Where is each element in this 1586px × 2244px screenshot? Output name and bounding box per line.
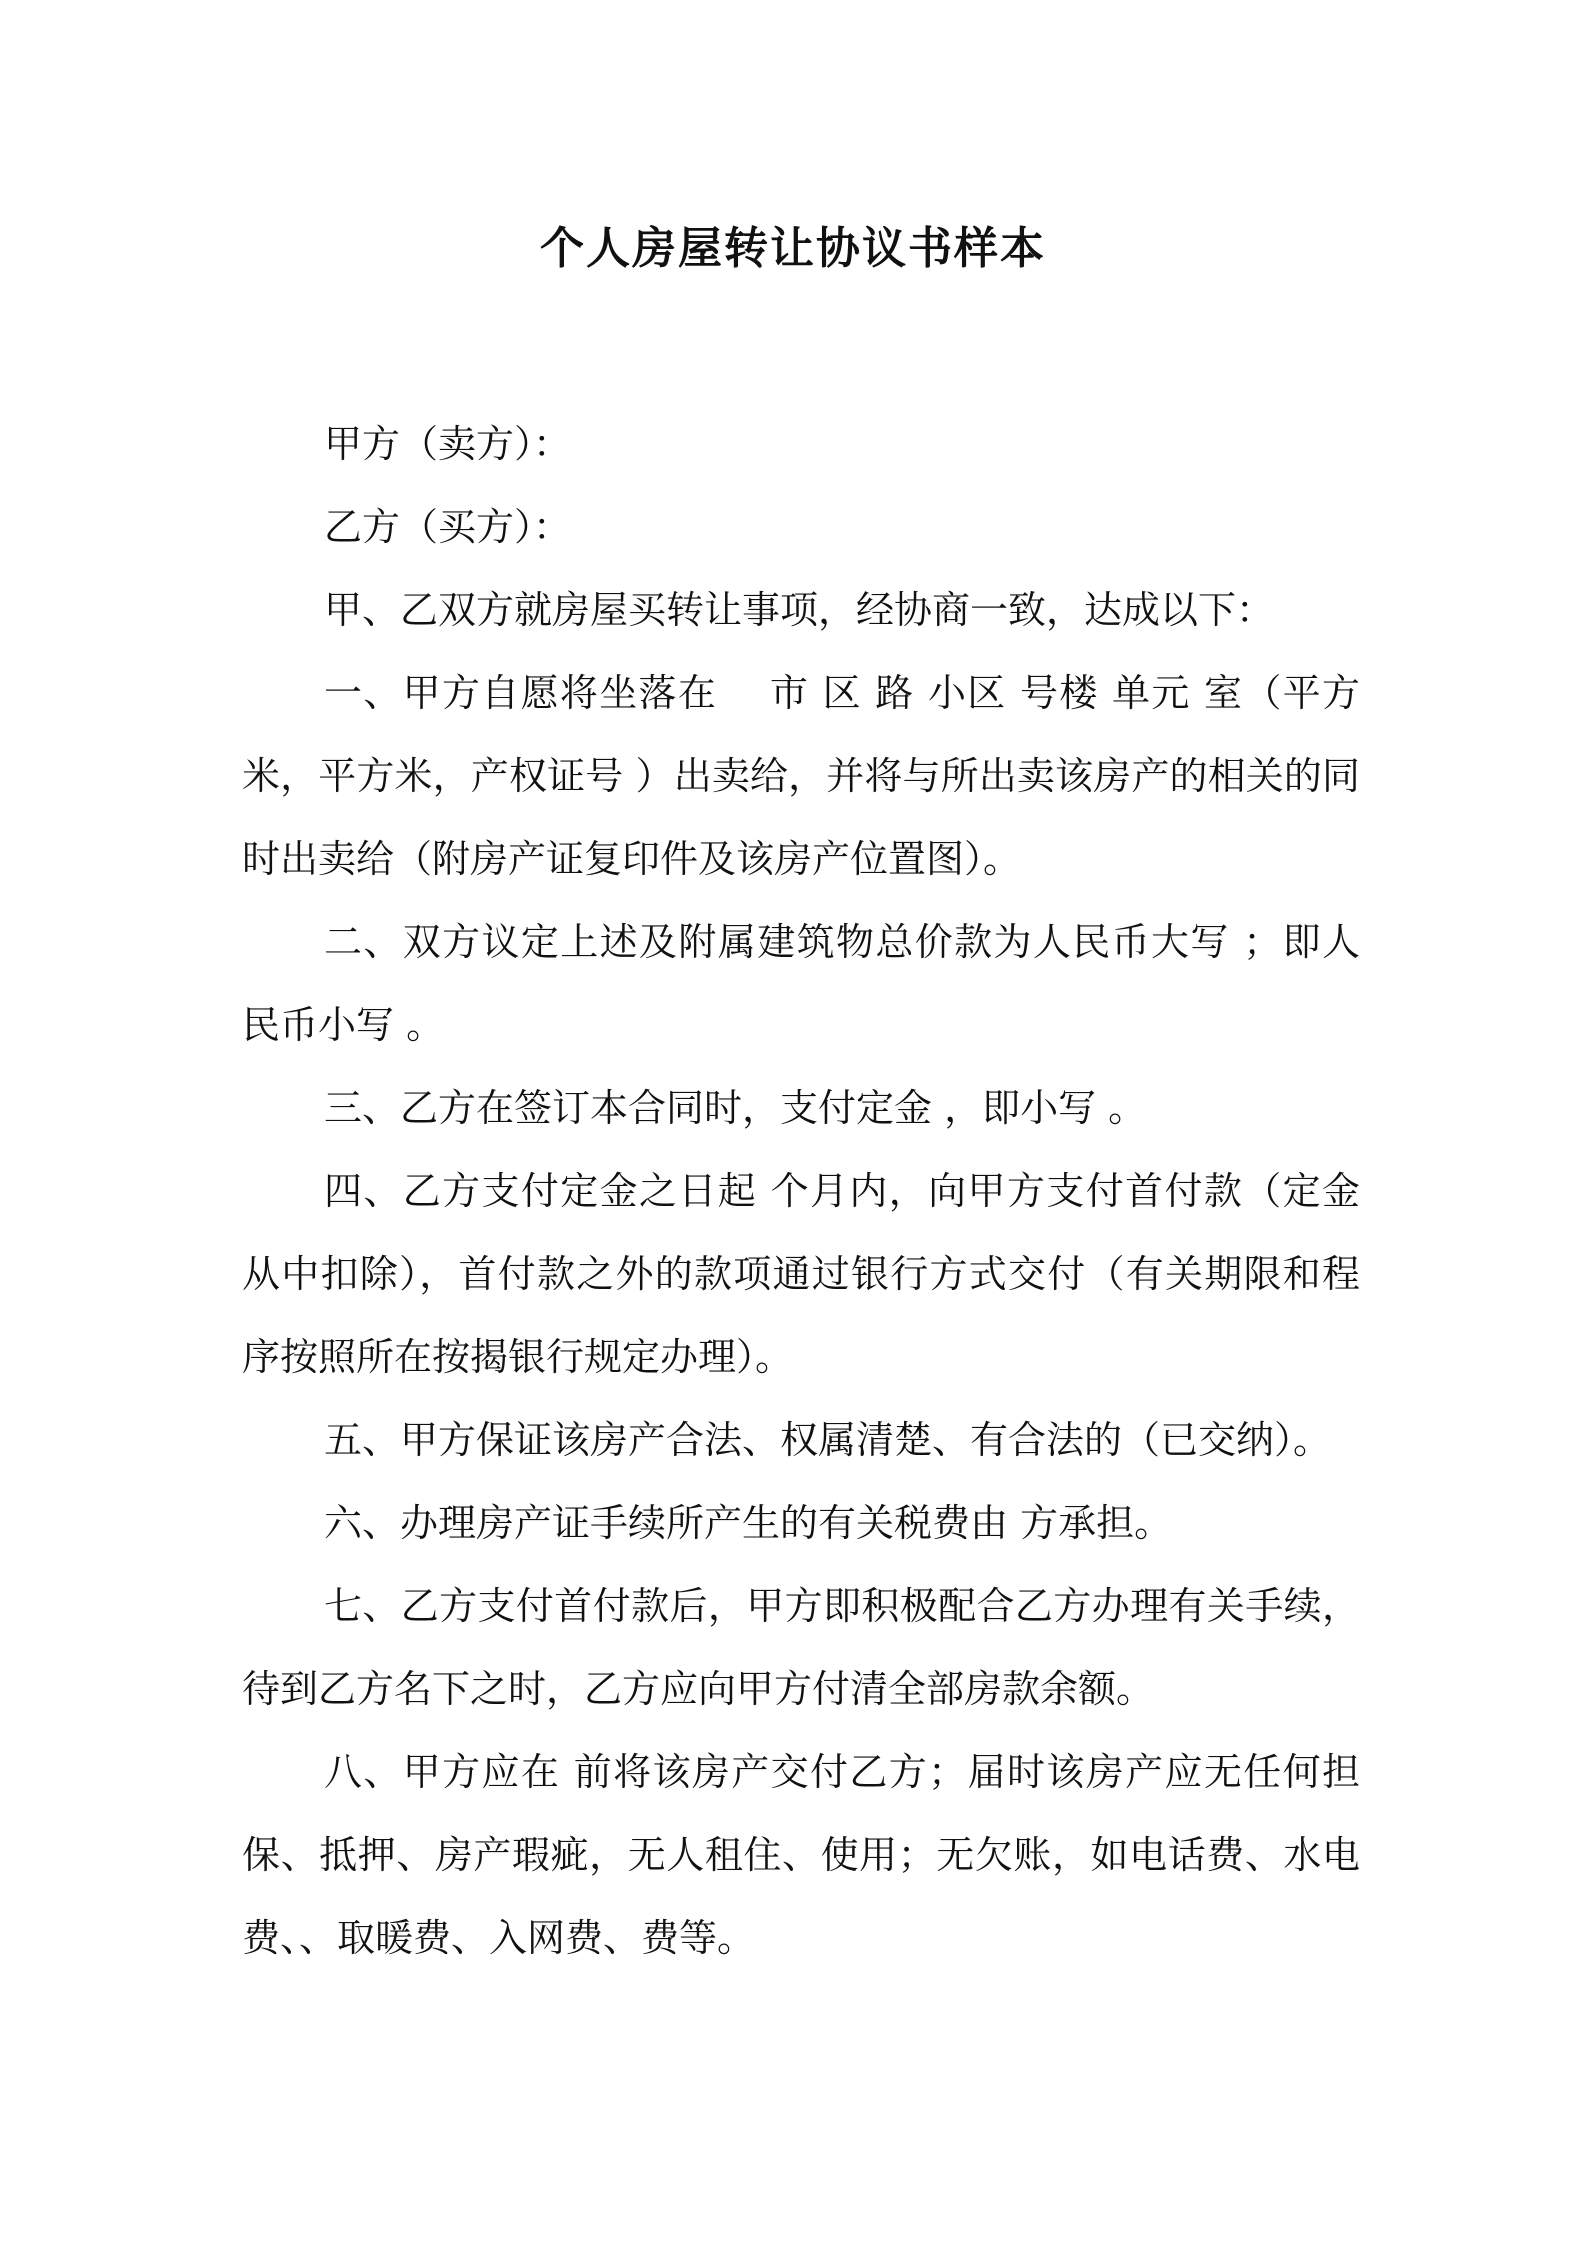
clause-7: 七、乙方支付首付款后，甲方即积极配合乙方办理有关手续，待到乙方名下之时，乙方应向甲方付清全部房款余额。: [242, 1584, 1360, 1711]
clause-5: 五、甲方保证该房产合法、权属清楚、有合法的（已交纳）。: [324, 1418, 1332, 1462]
clause-4: 四、乙方支付定金之日起 个月内，向甲方支付首付款（定金从中扣除），首付款之外的款项通过银行方式交付（有关期限和程序按照所在按揭银行规定办理）。: [242, 1169, 1360, 1379]
clause-1: 一、甲方自愿将坐落在 市 区 路 小区 号楼 单元 室（平方米，平方米，产权证号 ）出卖给，并将与所出卖该房产的相关的同时出卖给（附房产证复印件及该房产位置图）。: [242, 671, 1360, 881]
party-b-line: 乙方（买方）：: [324, 505, 572, 549]
clause-3: 三、乙方在签订本合同时，支付定金 ，即小写 。: [324, 1086, 1147, 1130]
document-title: 个人房屋转让协议书样本: [540, 223, 1046, 274]
clause-6: 六、办理房产证手续所产生的有关税费由 方承担。: [324, 1501, 1173, 1545]
document-body: [242, 403, 1360, 1980]
agreement-intro: 甲、乙双方就房屋买转让事项，经协商一致，达成以下：: [324, 588, 1275, 632]
party-a-line: 甲方（卖方）：: [324, 422, 572, 466]
clause-2: 二、双方议定上述及附属建筑物总价款为人民币大写 ；即人民币小写 。: [242, 920, 1360, 1047]
clause-8: 八、甲方应在 前将该房产交付乙方；届时该房产应无任何担保、抵押、房产瑕疵，无人租住、使用；无欠账，如电话费、水电费、、取暖费、入网费、费等。: [242, 1750, 1360, 1960]
